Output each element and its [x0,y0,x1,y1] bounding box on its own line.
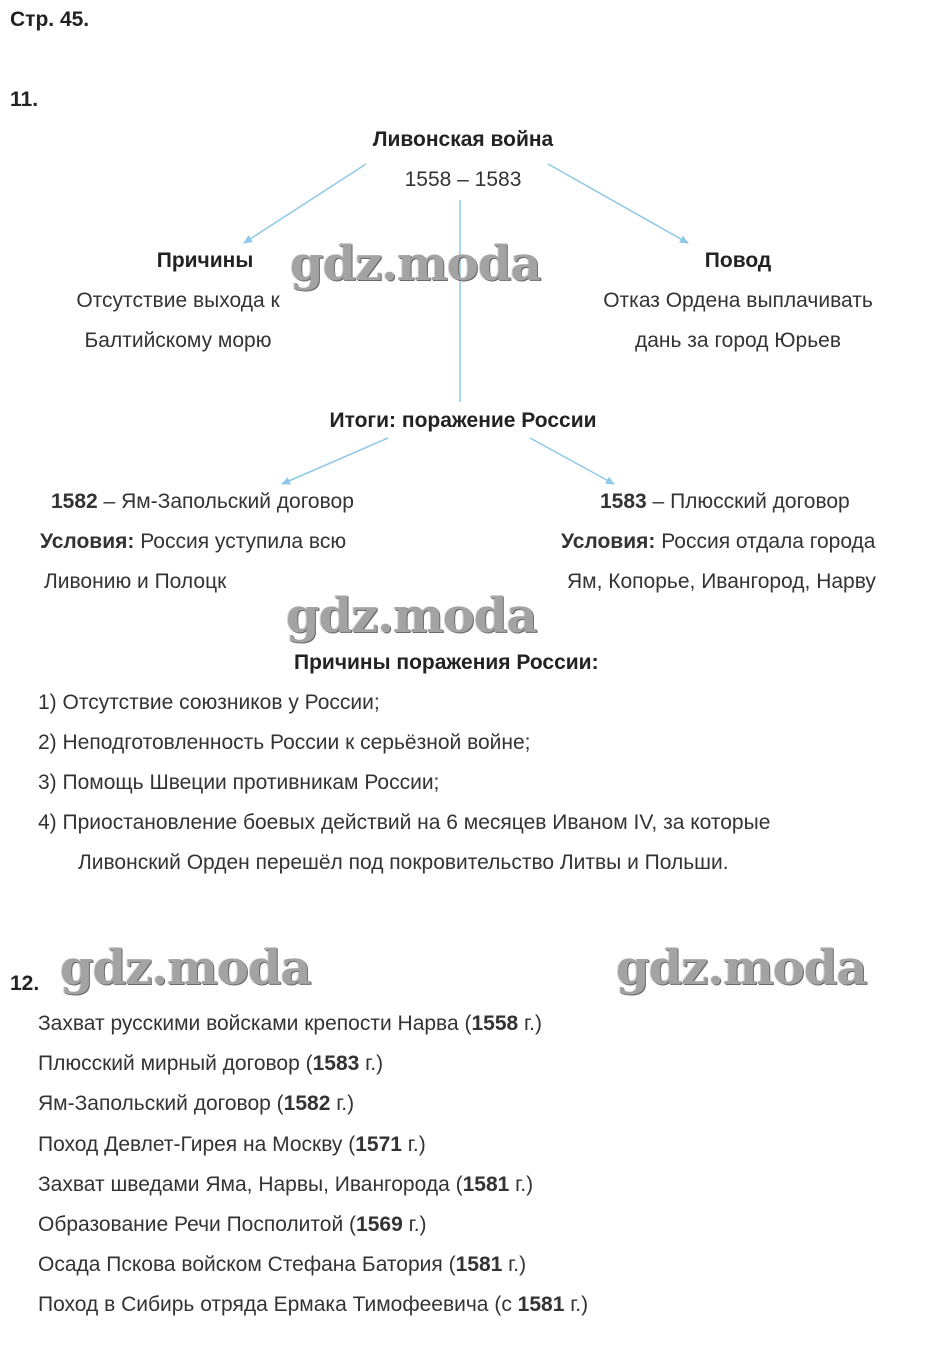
pretext-label: Повод [704,249,772,272]
event-text: Поход Девлет-Гирея на Москву ( [38,1133,356,1156]
defeat-item-4-cont: Ливонский Орден перешёл под покровительство Литвы и Польши. [78,851,729,874]
event-year: 1583 [312,1052,360,1075]
event-suffix: г.) [401,1133,426,1156]
event-row [38,1173,533,1197]
event-row [38,1012,542,1036]
event-row [38,1052,383,1076]
event-suffix: г.) [564,1293,589,1316]
event-suffix: г.) [509,1173,534,1196]
event-suffix: г.) [402,1213,427,1236]
treaty-2-conditions-label: Условия: [561,530,656,553]
event-year: 1582 [283,1092,331,1115]
results-heading: Итоги: поражение России [329,409,597,432]
treaty-2-name: – Плюсский договор [646,490,850,513]
event-row [38,1293,588,1317]
treaty-1-title [51,490,354,514]
treaty-1-year: 1582 [51,490,98,513]
event-text: Осада Пскова войском Стефана Батория ( [38,1253,456,1276]
event-row [38,1092,354,1116]
defeat-item-3: 3) Помощь Швеции противникам России; [38,771,440,794]
treaty-1-name: – Ям-Запольский договор [97,490,354,513]
event-text: Захват русскими войсками крепости Нарва ( [38,1012,472,1035]
defeat-causes-heading: Причины поражения России: [294,651,599,674]
treaty-1-conditions-cont: Ливонию и Полоцк [44,570,227,593]
arrow-to-treaty2 [530,438,614,484]
event-year: 1571 [355,1133,402,1156]
task-11-number: 11. [10,88,39,111]
causes-text-2: Балтийскому морю [84,329,272,352]
event-suffix: г.) [518,1012,542,1035]
treaty-1-conditions-text: Россия уступила всю [134,530,347,553]
treaty-2-conditions-cont: Ям, Копорье, Ивангород, Нарву [567,570,876,593]
event-suffix: г.) [330,1092,355,1115]
defeat-item-4: 4) Приостановление боевых действий на 6 месяцев Иваном IV, за которые [38,811,771,834]
event-row [38,1253,526,1277]
event-year: 1569 [356,1213,403,1236]
defeat-item-1: 1) Отсутствие союзников у России; [38,691,380,714]
event-row [38,1133,426,1157]
treaty-2-conditions-text: Россия отдала города [655,530,876,553]
watermark: gdz.moda [616,940,867,996]
watermark: gdz.moda [290,236,541,292]
pretext-text-1: Отказ Ордена выплачивать [603,289,873,312]
event-year: 1581 [455,1253,503,1276]
arrow-to-treaty1 [282,438,388,484]
treaty-2-year: 1583 [600,490,647,513]
pretext-text-2: дань за город Юрьев [635,329,841,352]
event-year: 1581 [517,1293,565,1316]
diagram-years: 1558 – 1583 [404,168,522,191]
causes-label: Причины [156,249,254,272]
event-text: Поход в Сибирь отряда Ермака Тимофеевича (с [38,1293,518,1316]
watermark: gdz.moda [60,940,311,996]
event-year: 1581 [462,1173,510,1196]
diagram-title: Ливонская война [372,128,554,151]
task-12-number: 12. [10,972,40,995]
treaty-1-conditions [40,530,346,554]
event-suffix: г.) [502,1253,527,1276]
causes-text-1: Отсутствие выхода к [76,289,280,312]
defeat-item-2: 2) Неподготовленность России к серьёзной войне; [38,731,531,754]
event-year: 1558 [471,1012,519,1035]
event-text: Ям-Запольский договор ( [38,1092,284,1115]
event-suffix: г.) [359,1052,384,1075]
event-text: Захват шведами Яма, Нарвы, Ивангорода ( [38,1173,463,1196]
event-row [38,1213,427,1237]
watermark: gdz.moda [286,588,537,644]
treaty-1-conditions-label: Условия: [40,530,135,553]
page-number: Стр. 45. [10,8,90,31]
treaty-2-conditions [561,530,875,554]
event-text: Образование Речи Посполитой ( [38,1213,357,1236]
event-text: Плюсский мирный договор ( [38,1052,313,1075]
treaty-2-title [600,490,850,514]
